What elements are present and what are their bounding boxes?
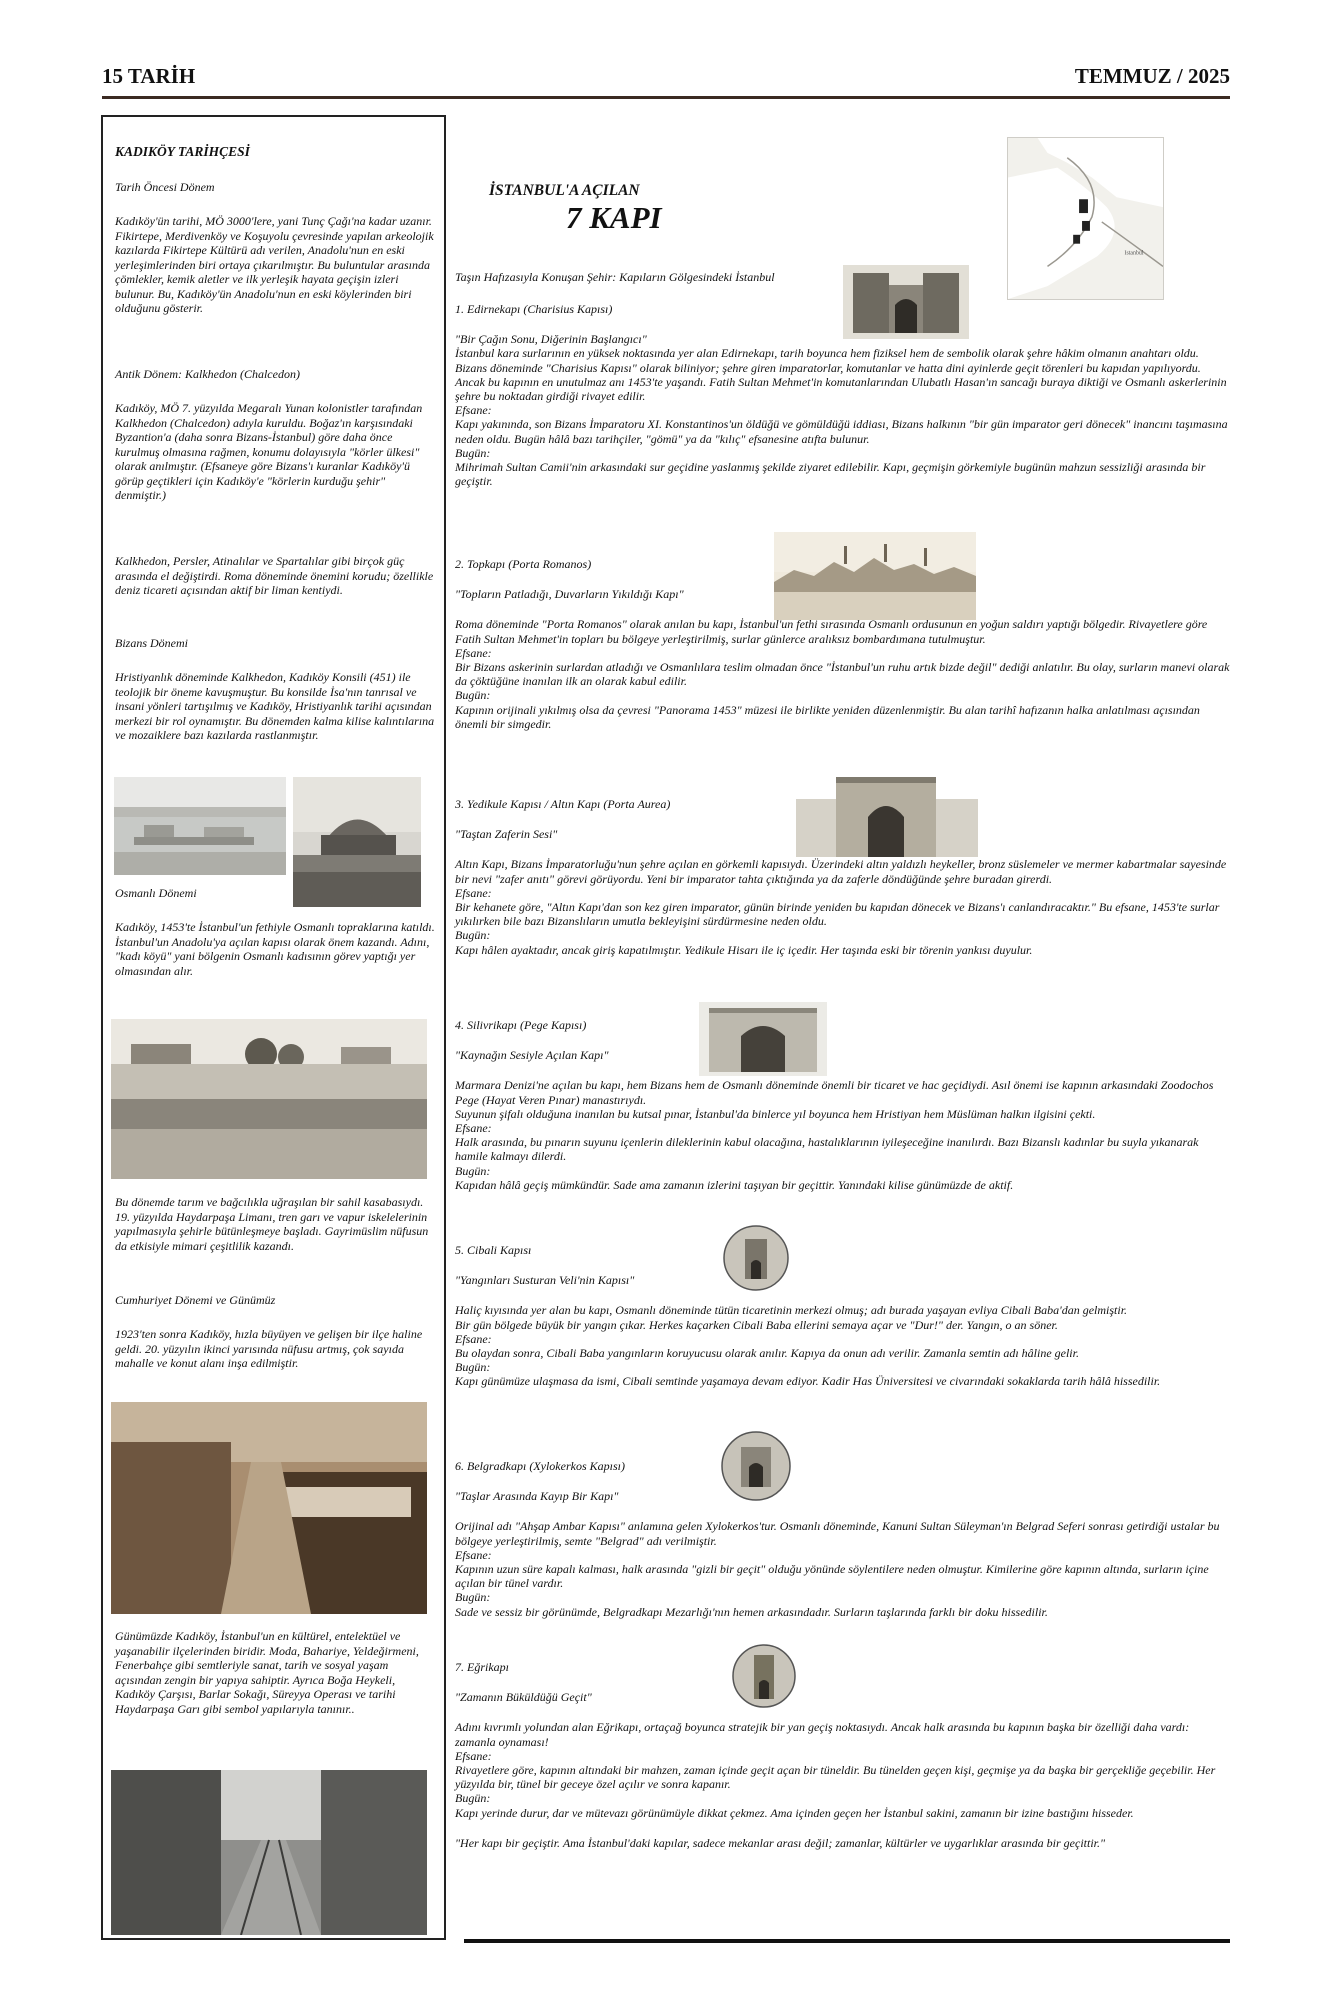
today-label: Bugün:	[455, 445, 491, 460]
section-heading: Bizans Dönemi	[115, 636, 188, 650]
gate-quote: "Zamanın Büküldüğü Geçit"	[455, 1690, 592, 1705]
section-heading: Tarih Öncesi Dönem	[115, 180, 215, 194]
gate-text: Kapı yerinde durur, dar ve mütevazı görünümüyle dikkat çekmez. Ama içinden geçen her İstanbul sakini, zamanın bir izine bastığını hisseder.	[455, 1805, 1134, 1820]
kadikoy-history-sidebar	[101, 115, 446, 1940]
gate-4	[455, 1018, 1230, 1192]
gate-text: Bir kehanete göre, "Altın Kapı'dan son kez giren imparator, günün birinde yeniden bu kapıdan dönecek ve Bizans'ı canlandıracaktır." Bu efsane, 1453'te surlar yıkılırken bile bazı Bizanslıların umutla bekleyişini sürdürmesine neden oldu.	[455, 900, 1220, 929]
gate-6	[455, 1459, 1230, 1619]
today-label: Bugün:	[455, 1163, 491, 1178]
section-text: Bu dönemde tarım ve bağcılıkla uğraşılan bir sahil kasabasıydı. 19. yüzyılda Haydarpaşa Limanı, tren garı ve vapur iskelelerinin yapılmasıyla şehirle bütünleşmeye başladı. Gayrimüslim nüfusun da etkisiyle mimari çeşitlilik kazandı.	[115, 1195, 429, 1253]
header-rule	[102, 96, 1230, 99]
section-text: Hristiyanlık döneminde Kalkhedon, Kadıköy Konsili (451) ile teolojik bir öneme kavuşmuştur. Bu konsilde İsa'nın tanrısal ve insani yönleri tartışılmış ve Kadıköy, Hristiyanlık tarihi açısından merkezi bir rol oynamıştır. Bu dönemden kalma kilise kalıntılarına ve mozaiklere bazı kazılarda rastlanmıştır.	[115, 670, 435, 742]
gate-text: Bir gün bölgede büyük bir yangın çıkar. Herkes kaçarken Cibali Baba ellerini semaya açar ve "Dur!" der. Yangın, o an söner.	[455, 1317, 1058, 1332]
legend-label: Efsane:	[455, 403, 492, 418]
legend-label: Efsane:	[455, 1547, 492, 1562]
today-label: Bugün:	[455, 1360, 491, 1375]
gate-text: Kapıdan hâlâ geçiş mümkündür. Sade ama zamanın izlerini taşıyan bir geçittir. Yanındaki kilise günümüzde de aktif.	[455, 1177, 1014, 1192]
gate-text: Kapı hâlen ayaktadır, ancak giriş kapatılmıştır. Yedikule Hisarı ile iç içedir. Her taşında eski bir törenin yankısı duyulur.	[455, 942, 1033, 957]
gate-name: 5. Cibali Kapısı	[455, 1243, 532, 1257]
gate-text: Bu olaydan sonra, Cibali Baba yangınların koruyucusu olarak anılır. Kapıya da onun adı verilir. Zamanla semtin adı hâline gelir.	[455, 1346, 1079, 1361]
gate-text: Kapı yakınında, son Bizans İmparatoru XI. Konstantinos'un öldüğü ve gömüldüğü iddiası, Bizans halkının "bir gün imparator geri dönecek" inancını taşımasına neden oldu. Bugün hâlâ bazı tarihçiler, "gömü" ya da "kılıç" efsanesine atıfta bulunur.	[455, 417, 1228, 446]
article-title: 7 KAPI	[566, 200, 662, 235]
gate-text: Adını kıvrımlı yolundan alan Eğrikapı, ortaçağ boyunca stratejik bir yan geçiş noktasıydı. Ancak halk arasında bu kapının başka bir özelliği daha vardı: zamanla oynaması!	[455, 1720, 1190, 1749]
section-text: Kadıköy, 1453'te İstanbul'un fethiyle Osmanlı topraklarına katıldı. İstanbul'un Anadolu'ya açılan kapısı olarak önem kazandı. Adını, "kadı köyü" yani bölgenin Osmanlı kadısının görev yaptığı yer olmasından alır.	[115, 920, 435, 978]
gate-name: 7. Eğrikapı	[455, 1660, 509, 1674]
section-text: Günümüzde Kadıköy, İstanbul'un en kültürel, entelektüel ve yaşanabilir ilçelerinden biridir. Moda, Bahariye, Yeldeğirmeni, Fenerbahçe gibi semtleriyle sanat, tarih ve sosyal yaşam açısından zengin bir yapıya sahiptir. Ayrıca Boğa Heykeli, Kadıköy Çarşısı, Barlar Sokağı, Süreyya Operası ve tarihi Haydarpaşa Garı gibi sembol yapılarıyla tanınır..	[115, 1629, 419, 1716]
gate-text: Orijinal adı "Ahşap Ambar Kapısı" anlamına gelen Xylokerkos'tur. Osmanlı döneminde, Kanuni Sultan Süleyman'ın Belgrad Seferi sonrası getirdiği ustalar bu bölgeye yerleştirilmiş, semte "Belgrad" adı verilmiştir.	[455, 1519, 1220, 1548]
gate-name: 2. Topkapı (Porta Romanos)	[455, 557, 592, 571]
gate-name: 1. Edirnekapı (Charisius Kapısı)	[455, 302, 613, 316]
section-text: 1923'ten sonra Kadıköy, hızla büyüyen ve gelişen bir ilçe haline geldi. 20. yüzyılın ikinci yarısında nüfusu artmış, çok sayıda mahalle ve konut alanı inşa edilmiştir.	[115, 1327, 423, 1370]
gate-text: Altın Kapı, Bizans İmparatorluğu'nun şehre açılan en görkemli kapısıydı. Üzerindeki altın yaldızlı heykeller, bronz süslemeler ve mermer kabartmalar sayesinde bir nevi "zafer anıtı" görevi görüyordu. Yeni bir imparator tahta çıktığında ya da zaferle döndüğünde şehre buradan girerdi.	[455, 857, 1227, 886]
legend-label: Efsane:	[455, 645, 492, 660]
page-number-section: 15 TARİH	[102, 64, 196, 88]
legend-label: Efsane:	[455, 1331, 492, 1346]
gate-text: Bir Bizans askerinin surlardan atladığı ve Osmanlılara teslim olmadan önce "İstanbul'un ruhu artık bizde değil" dediği anlatılır. Bu olay, surların manevi olarak da çöktüğüne inanılan ilk an olarak kabul edilir.	[455, 660, 1230, 689]
gate-text: Kapının orijinali yıkılmış olsa da çevresi "Panorama 1453" müzesi ile birlikte yeniden düzenlenmiştir. Bu alan tarihî hafızanın halka anlatılması açısından önemli bir simgedir.	[455, 702, 1200, 731]
gate-text: Haliç kıyısında yer alan bu kapı, Osmanlı döneminde tütün ticaretinin merkezi olmuş; adı burada yaşayan evliya Cibali Baba'dan gelmiştir.	[455, 1303, 1128, 1318]
closing-quote: "Her kapı bir geçiştir. Ama İstanbul'daki kapılar, sadece mekanlar arası değil; zamanlar, kültürler ve uygarlıklar arasında bir geçittir."	[455, 1835, 1106, 1850]
section-heading: Antik Dönem: Kalkhedon (Chalcedon)	[115, 367, 300, 381]
gate-quote: "Yangınları Susturan Veli'nin Kapısı"	[455, 1273, 635, 1288]
festival-field-photo	[111, 1019, 427, 1179]
gate-quote: "Bir Çağın Sonu, Diğerinin Başlangıcı"	[455, 332, 647, 347]
gate-2	[455, 557, 1230, 731]
gate-1	[455, 302, 1230, 488]
today-label: Bugün:	[455, 1791, 491, 1806]
gate-quote: "Taştan Zaferin Sesi"	[455, 827, 558, 842]
today-label: Bugün:	[455, 688, 491, 703]
section-text: Kalkhedon, Persler, Atinalılar ve Spartalılar gibi birçok güç arasında el değiştirdi. Roma döneminde önemini korudu; özellikle deniz ticareti açısından aktif bir liman kentiydi.	[115, 554, 434, 597]
legend-label: Efsane:	[455, 885, 492, 900]
section-text: Kadıköy, MÖ 7. yüzyılda Megaralı Yunan kolonistler tarafından Kalkhedon (Chalcedon) adıyla kuruldu. Boğaz'ın karşısındaki Byzantion'a (daha sonra Bizans-İstanbul) göre daha önce kurulmuş olmasına rağmen, konumu dolayısıyla "körler ülkesi" olarak anılmıştır. (Efsaneye göre Bizans'ı kuranlar Kadıköy'ü görüp geçtikleri için Kadıköy'e "körlerin kurduğu şehir" denmiştir.)	[115, 401, 423, 502]
gate-quote: "Topların Patladığı, Duvarların Yıkıldığı Kapı"	[455, 587, 684, 602]
today-label: Bugün:	[455, 928, 491, 943]
gate-quote: "Taşlar Arasında Kayıp Bir Kapı"	[455, 1489, 619, 1504]
issue-date: TEMMUZ / 2025	[1074, 64, 1230, 88]
gate-text: Kapı günümüze ulaşmasa da ismi, Cibali semtinde yaşamaya devam ediyor. Kadir Has Üniversitesi ve civarındaki sokaklarda tarih hâlâ hissedilir.	[455, 1374, 1161, 1389]
gate-text: Halk arasında, bu pınarın suyunu içenlerin dileklerinin kabul olacağına, hastalıklarının iyileşeceğine inanılırdı. Bazı Bizanslı kadınlar bu suyla yıkanarak hamile kalmayı dilerdi.	[455, 1135, 1199, 1164]
gate-text: Ancak bu kapının en unutulmaz anı 1453'te yaşandı. Fatih Sultan Mehmet'in komutanlarından Ulubatlı Hasan'ın sancağı buraya diktiği ve Osmanlı askerlerinin şehre bu noktadan girdiği rivayet edilir.	[455, 374, 1227, 404]
today-label: Bugün:	[455, 1590, 491, 1605]
section-heading: Cumhuriyet Dönemi ve Günümüz	[115, 1293, 276, 1307]
section-heading: Osmanlı Dönemi	[115, 886, 197, 900]
article-kicker: İSTANBUL'A AÇILAN	[489, 182, 640, 199]
map-label: Istanbul	[1124, 250, 1144, 257]
harbor-photo	[114, 777, 286, 875]
gate-name: 6. Belgradkapı (Xylokerkos Kapısı)	[455, 1459, 625, 1473]
footer-rule	[464, 1939, 1230, 1943]
sidebar-title: KADIKÖY TARİHÇESİ	[115, 144, 250, 159]
article-subtitle: Taşın Hafızasıyla Konuşan Şehir: Kapıların Gölgesindeki İstanbul	[455, 270, 775, 284]
gate-text: İstanbul kara surlarının en yüksek noktasında yer alan Edirnekapı, tarih boyunca hem fiziksel hem de sembolik olarak şehre hâkim olmanın anahtarı oldu. Bizans döneminde "Charisius Kapısı" olarak biliniyor; şehre giren imparatorlar, komutanlar ve hatta dini ayinlerde geçit törenleri bu kapıdan yapılıyordu.	[455, 346, 1201, 375]
gate-text: Roma döneminde "Porta Romanos" olarak anılan bu kapı, İstanbul'un fethi sırasında Osmanlı ordusunun en yoğun saldırı yaptığı bölgedir. Rivayetlere göre Fatih Sultan Mehmet'in topları bu bölgeye yerleştirilmiş, surlar günlerce aralıksız bombardımana tutulmuştur.	[455, 617, 1208, 646]
street-photo	[111, 1402, 427, 1614]
gate-text: Suyunun şifalı olduğuna inanılan bu kutsal pınar, İstanbul'da binlerce yıl boyunca hem Hristiyan hem Müslüman halkın ilgisini çekti.	[455, 1106, 1096, 1121]
gate-quote: "Kaynağın Sesiyle Açılan Kapı"	[455, 1048, 609, 1063]
gate-text: Marmara Denizi'ne açılan bu kapı, hem Bizans hem de Osmanlı döneminde önemli bir ticaret ve hac geçidiydi. Asıl önemi ise kapının arkasındaki Zoodochos Pege (Hayat Veren Pınar) manastırıydı.	[455, 1078, 1214, 1107]
gate-text: Mihrimah Sultan Camii'nin arkasındaki sur geçidine yaslanmış şekilde ziyaret edilebilir. Kapı, geçmişin görkemiyle bugünün mahzun sessizliği arasında bir geçiştir.	[455, 460, 1206, 489]
gate-name: 4. Silivrikapı (Pege Kapısı)	[455, 1018, 587, 1032]
gate-5	[455, 1243, 1230, 1389]
old-street-photo	[111, 1770, 427, 1935]
gate-text: Rivayetlere göre, kapının altındaki bir mahzen, zaman içinde geçit açan bir tüneldir. Bu tünelden geçen kişi, geçmişe ya da başka bir gerçekliğe geçebilir. Her yüzyılda bir, tünel bir geceye özel açılır ve sonra kapanır.	[455, 1763, 1216, 1792]
gate-name: 3. Yedikule Kapısı / Altın Kapı (Porta Aurea)	[455, 797, 671, 811]
gate-3	[455, 797, 1230, 957]
section-text: Kadıköy'ün tarihi, MÖ 3000'lere, yani Tunç Çağı'na kadar uzanır. Fikirtepe, Merdivenköy ve Koşuyolu çevresinde yapılan arkeolojik kazılarda Fikirtepe Kültürü adı verilen, Anadolu'nun en eski yerleşimlerinden biri ortaya çıkarılmıştır. Bu buluntular arasında çömlekler, kemik aletler ve ilk yerleşik hayata geçişin izleri bulunur. Bu, Kadıköy'ün Anadolu'nun en eski köylerinden biri olduğunu gösterir.	[115, 214, 434, 315]
gate-text: Kapının uzun süre kapalı kalması, halk arasında "gizli bir geçit" olduğu yönünde söylentilere neden olmuştur. Kimilerine göre kapının altında, surların içine açılan bir tünel vardır.	[455, 1562, 1209, 1591]
gate-text: Sade ve sessiz bir görünümde, Belgradkapı Mezarlığı'nın hemen arkasındadır. Surların taşlarında farklı bir doku hissedilir.	[455, 1604, 1048, 1619]
gate-7	[455, 1660, 1230, 1850]
legend-label: Efsane:	[455, 1121, 492, 1136]
legend-label: Efsane:	[455, 1748, 492, 1763]
